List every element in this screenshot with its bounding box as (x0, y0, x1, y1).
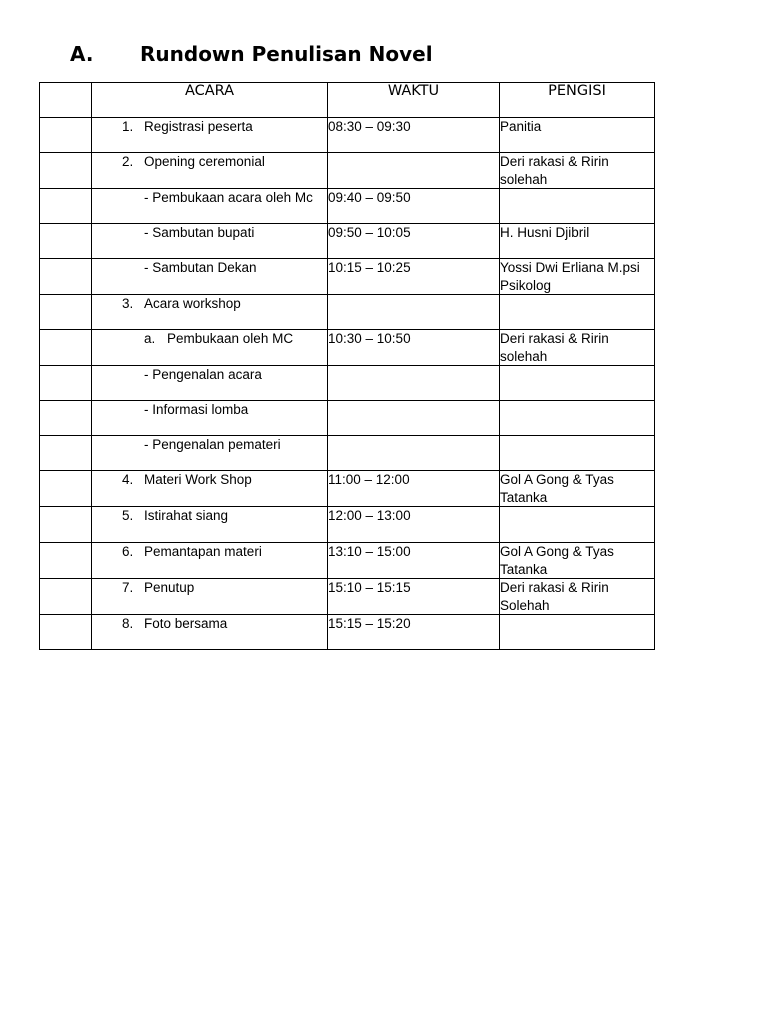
pengisi-cell (500, 436, 655, 471)
acara-cell (92, 471, 328, 507)
item-number: 2. (122, 154, 134, 169)
row-blank-cell (40, 507, 92, 543)
table-row (40, 330, 655, 366)
pengisi-cell (500, 295, 655, 330)
acara-cell (92, 153, 328, 189)
pengisi-cell (500, 366, 655, 401)
waktu-cell: 13:10 – 15:00 (328, 543, 500, 579)
acara-cell (92, 579, 328, 615)
pengisi-cell: H. Husni Djibril (500, 224, 655, 259)
acara-cell (92, 224, 328, 259)
table-row (40, 579, 655, 615)
pengisi-cell: Deri rakasi & Ririn solehah (500, 330, 655, 366)
acara-cell (92, 295, 328, 330)
item-number: 1. (122, 119, 134, 134)
acara-cell (92, 615, 328, 650)
row-blank-cell (40, 543, 92, 579)
table-row (40, 436, 655, 471)
row-blank-cell (40, 330, 92, 366)
row-blank-cell (40, 118, 92, 153)
acara-text: Pemantapan materi (144, 544, 262, 559)
pengisi-cell: Panitia (500, 118, 655, 153)
row-blank-cell (40, 366, 92, 401)
acara-text: - Sambutan Dekan (144, 260, 257, 275)
item-letter: a. (144, 331, 156, 346)
waktu-cell (328, 295, 500, 330)
header-blank (40, 83, 92, 118)
page-title: Rundown Penulisan Novel (140, 42, 433, 66)
acara-text: - Informasi lomba (144, 402, 249, 417)
waktu-cell: 08:30 – 09:30 (328, 118, 500, 153)
acara-text: Istirahat siang (144, 508, 229, 523)
section-number: A. (70, 42, 94, 66)
pengisi-cell: Deri rakasi & Ririn solehah (500, 153, 655, 189)
table-row (40, 189, 655, 224)
item-number: 7. (122, 580, 134, 595)
acara-text: - Sambutan bupati (144, 225, 255, 240)
row-blank-cell (40, 224, 92, 259)
table-row (40, 153, 655, 189)
acara-cell (92, 401, 328, 436)
acara-text: - Pengenalan pemateri (144, 437, 281, 452)
row-blank-cell (40, 401, 92, 436)
acara-cell (92, 330, 328, 366)
acara-cell (92, 118, 328, 153)
table-row (40, 259, 655, 295)
rundown-table (39, 82, 655, 650)
waktu-cell: 15:10 – 15:15 (328, 579, 500, 615)
pengisi-cell: Gol A Gong & Tyas Tatanka (500, 471, 655, 507)
pengisi-cell (500, 401, 655, 436)
acara-cell (92, 189, 328, 224)
acara-text: Opening ceremonial (144, 154, 265, 169)
acara-text: Materi Work Shop (144, 472, 252, 487)
waktu-cell: 09:50 – 10:05 (328, 224, 500, 259)
header-acara: ACARA (92, 83, 328, 118)
acara-cell (92, 366, 328, 401)
waktu-cell: 09:40 – 09:50 (328, 189, 500, 224)
header-pengisi: PENGISI (500, 83, 655, 118)
acara-text: - Pengenalan acara (144, 367, 262, 382)
row-blank-cell (40, 436, 92, 471)
table-row (40, 118, 655, 153)
item-number: 8. (122, 616, 134, 631)
pengisi-cell (500, 189, 655, 224)
waktu-cell (328, 401, 500, 436)
row-blank-cell (40, 295, 92, 330)
table-row (40, 471, 655, 507)
pengisi-cell: Gol A Gong & Tyas Tatanka (500, 543, 655, 579)
item-number: 6. (122, 544, 134, 559)
acara-text: - Pembukaan acara oleh Mc (144, 190, 313, 205)
pengisi-cell: Yossi Dwi Erliana M.psi Psikolog (500, 259, 655, 295)
table-header-row (40, 83, 655, 118)
acara-cell (92, 436, 328, 471)
row-blank-cell (40, 579, 92, 615)
item-number: 4. (122, 472, 134, 487)
table-row (40, 224, 655, 259)
acara-text: Penutup (144, 580, 195, 595)
table-row (40, 507, 655, 543)
table-row (40, 543, 655, 579)
item-number: 5. (122, 508, 134, 523)
waktu-cell: 11:00 – 12:00 (328, 471, 500, 507)
waktu-cell: 10:30 – 10:50 (328, 330, 500, 366)
acara-text: Foto bersama (144, 616, 228, 631)
table-row (40, 295, 655, 330)
acara-text: Acara workshop (144, 296, 241, 311)
waktu-cell: 12:00 – 13:00 (328, 507, 500, 543)
waktu-cell: 10:15 – 10:25 (328, 259, 500, 295)
waktu-cell: 15:15 – 15:20 (328, 615, 500, 650)
pengisi-cell: Deri rakasi & Ririn Solehah (500, 579, 655, 615)
table-row (40, 615, 655, 650)
acara-cell (92, 543, 328, 579)
acara-cell (92, 259, 328, 295)
acara-cell (92, 507, 328, 543)
waktu-cell (328, 153, 500, 189)
pengisi-cell (500, 615, 655, 650)
pengisi-cell (500, 507, 655, 543)
header-waktu: WAKTU (328, 83, 500, 118)
row-blank-cell (40, 471, 92, 507)
row-blank-cell (40, 189, 92, 224)
item-number: 3. (122, 296, 134, 311)
row-blank-cell (40, 259, 92, 295)
waktu-cell (328, 366, 500, 401)
table-row (40, 401, 655, 436)
table-row (40, 366, 655, 401)
row-blank-cell (40, 615, 92, 650)
acara-text: Registrasi peserta (144, 119, 253, 134)
waktu-cell (328, 436, 500, 471)
acara-text: Pembukaan oleh MC (167, 331, 294, 346)
row-blank-cell (40, 153, 92, 189)
